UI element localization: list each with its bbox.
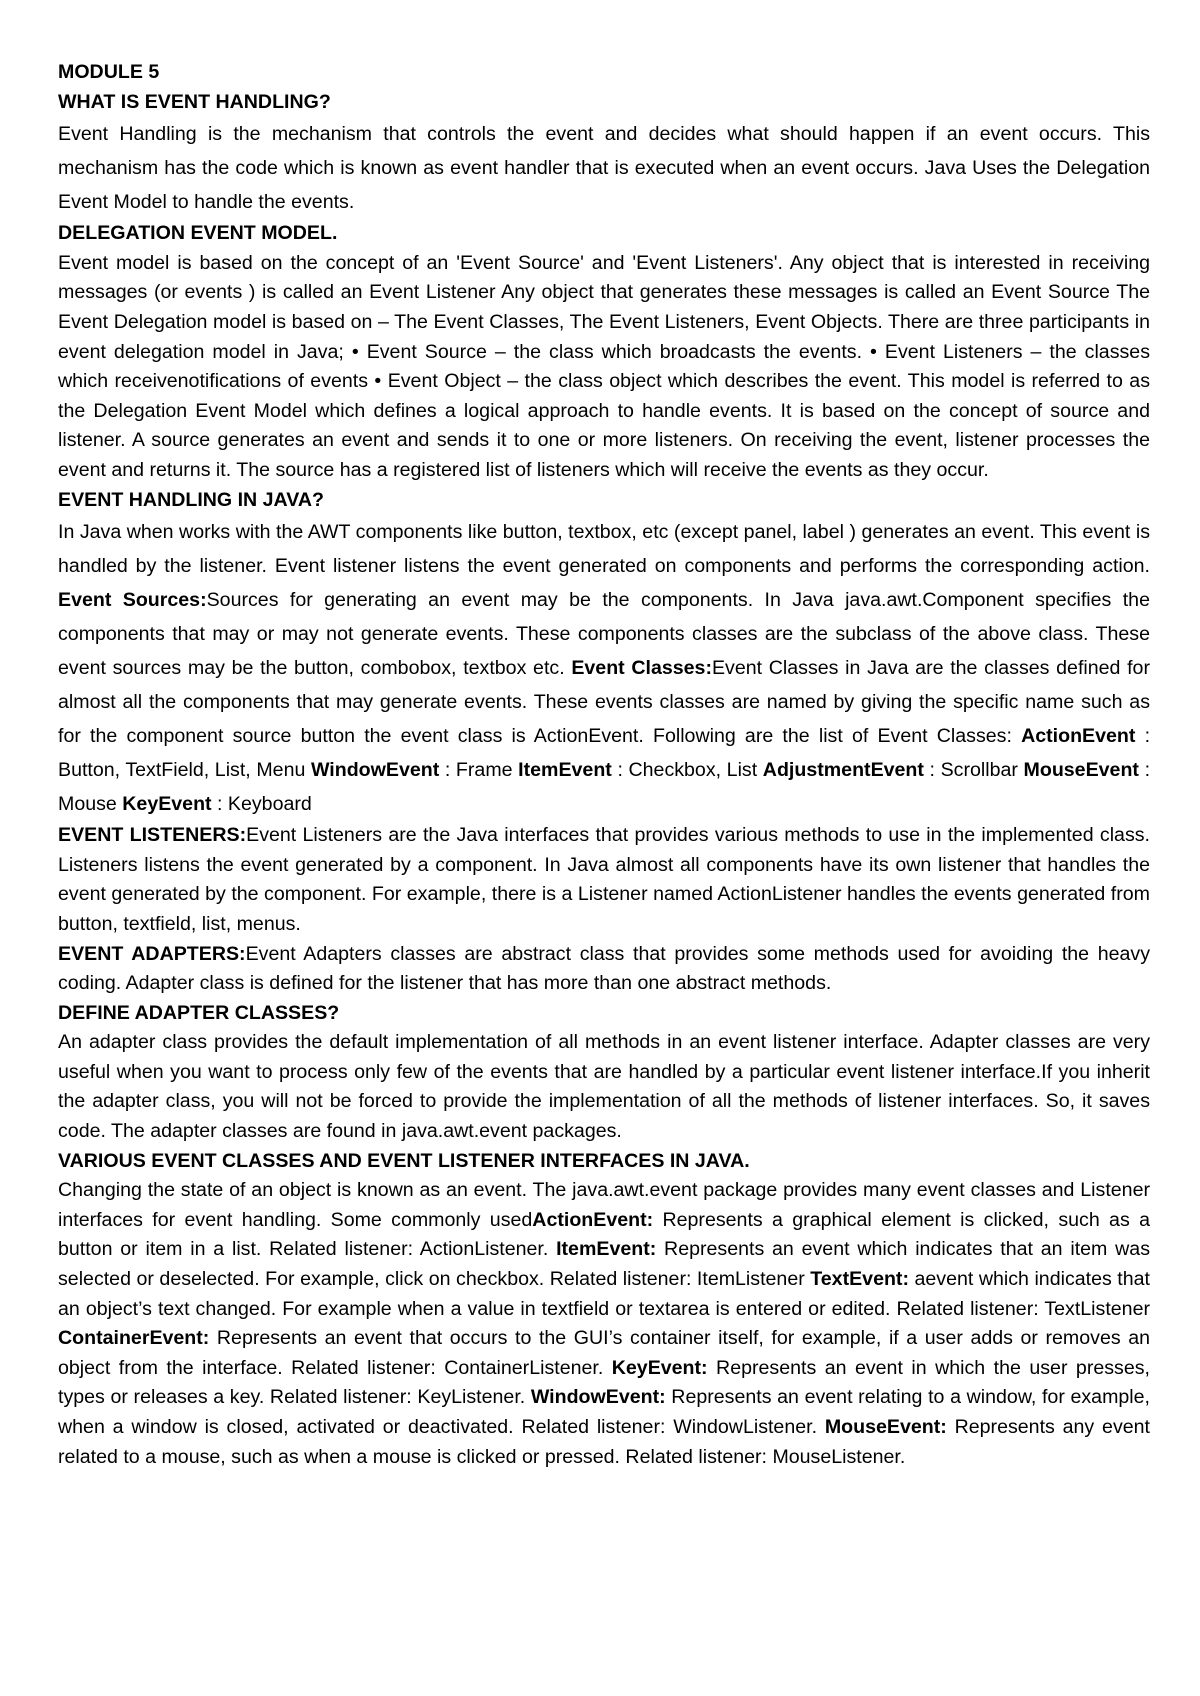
bold-term-actionevent: ActionEvent: bbox=[532, 1208, 654, 1231]
text-run: Changing the state of an object is known as an event. The java.awt.event package provides many event classes and Listener interfaces for event handling. Some commonly used bbox=[58, 1179, 1150, 1231]
text-run: Event Adapters classes are abstract class that provides some methods used for avoiding the heavy coding. Adapter class is defined for the listener that has more than one abstract methods. bbox=[58, 942, 1151, 995]
bold-term-actionevent: ActionEvent bbox=[1021, 725, 1136, 748]
text-run: : Keyboard bbox=[211, 793, 312, 816]
paragraph-event-adapters bbox=[58, 940, 1150, 999]
paragraph-event-handling-java bbox=[58, 515, 1150, 821]
bold-term-keyevent: KeyEvent: bbox=[611, 1356, 708, 1379]
bold-term-windowevent: WindowEvent bbox=[310, 759, 440, 782]
bold-term-itemevent: ItemEvent: bbox=[556, 1238, 657, 1261]
text-run: : Scrollbar bbox=[923, 759, 1024, 782]
text-run: Represents any event related to a mouse, such as when a mouse is clicked or pressed. Related listener: MouseListener. bbox=[58, 1416, 1150, 1468]
paragraph-event-listeners bbox=[58, 821, 1150, 939]
text-run: : Frame bbox=[439, 759, 519, 782]
heading-various-event-classes: VARIOUS EVENT CLASSES AND EVENT LISTENER INTERFACES IN JAVA. bbox=[58, 1149, 750, 1172]
text-run: Event Classes in Java are the classes defined for almost all the components that may generate events. These events classes are named by giving the specific name such as for the component source button the event class is ActionEvent. Following are the list of Event Classes: bbox=[58, 657, 1150, 748]
bold-term-event-adapters: EVENT ADAPTERS: bbox=[58, 942, 246, 965]
bold-term-event-sources: Event Sources: bbox=[58, 589, 207, 612]
text-run: Represents an event that occurs to the GUI’s container itself, for example, if a user adds or removes an object from the interface. Related listener: ContainerListener. bbox=[58, 1327, 1150, 1379]
text-run: Event Listeners are the Java interfaces that provides various methods to use in the implemented class. Listeners listens the event generated by a component. In Java almost all components have its own listener that handles the event generated by the component. For example, there is a Listener named ActionListener handles the events generated from button, textfield, list, menus. bbox=[58, 824, 1150, 935]
text-run: Represents an event relating to a window, for example, when a window is closed, activated or deactivated. Related listener: WindowListener. bbox=[58, 1386, 1150, 1438]
module-title: MODULE 5 bbox=[58, 61, 160, 83]
bold-term-itemevent: ItemEvent bbox=[518, 759, 612, 782]
text-run: Sources for generating an event may be the components. In Java java.awt.Component specifies the components that may or may not generate events. These components classes are the subclass of the above class. These event sources may be the button, combobox, textbox etc. bbox=[58, 589, 1150, 680]
bold-term-adjustmentevent: AdjustmentEvent bbox=[762, 759, 924, 782]
text-run: aevent which indicates that an object’s text changed. For example when a value in textfield or textarea is entered or edited. Related listener: TextListener bbox=[58, 1268, 1150, 1320]
bold-term-textevent: TextEvent: bbox=[810, 1268, 909, 1291]
heading-define-adapter-classes: DEFINE ADAPTER CLASSES? bbox=[58, 1001, 340, 1024]
heading-event-handling: WHAT IS EVENT HANDLING? bbox=[58, 90, 331, 113]
bold-term-event-listeners: EVENT LISTENERS: bbox=[58, 824, 247, 847]
text-run: Represents a graphical element is clicked, such as a button or item in a list. Related listener: ActionListener. bbox=[58, 1208, 1150, 1261]
text-run: : Mouse bbox=[58, 759, 1151, 816]
paragraph-delegation-model: Event model is based on the concept of an 'Event Source' and 'Event Listeners'. Any object that is interested in receiving messages (or events ) is called an Event Listener Any object that generates these messages is called an Event Source The Event Delegation model is based on – The Event Classes, The Event Listeners, Event Objects. There are three participants in event delegation model in Java; • Event Source – the class which broadcasts the events. • Event Listeners – the classes which receivenotifications of events • Event Object – the class object which describes the event. This model is referred to as the Delegation Event Model which defines a logical approach to handle events. It is based on the concept of source and listener. A source generates an event and sends it to one or more listeners. On receiving the event, listener processes the event and returns it. The source has a registered list of listeners which will receive the events as they occur. bbox=[58, 251, 1150, 481]
paragraph-define-adapter-classes: An adapter class provides the default implementation of all methods in an event listener interface. Adapter classes are very useful when you want to process only few of the events that are handled by a particular event listener interface.If you inherit the adapter class, you will not be forced to provide the implementation of all the methods of listener interfaces. So, it saves code. The adapter classes are found in java.awt.event packages. bbox=[58, 1031, 1150, 1143]
bold-term-mouseevent: MouseEvent: bbox=[824, 1416, 947, 1438]
paragraph-event-handling: Event Handling is the mechanism that controls the event and decides what should happen if an event occurs. This mechanism has the code which is known as event handler that is executed when an event occurs. Java Uses the Delegation Event Model to handle the events. bbox=[58, 123, 1150, 214]
bold-term-event-classes: Event Classes: bbox=[571, 657, 712, 680]
text-run: Represents an event in which the user presses, types or releases a key. Related listener: KeyListener. bbox=[58, 1356, 1150, 1409]
text-run: In Java when works with the AWT components like button, textbox, etc (except panel, label ) generates an event. This event is handled by the listener. Event listener listens the event generated on components and performs the corresponding action. bbox=[58, 521, 1150, 578]
text-run: : Checkbox, List bbox=[611, 759, 763, 782]
bold-term-keyevent: KeyEvent bbox=[122, 793, 212, 816]
paragraph-various-event-classes bbox=[58, 1176, 1150, 1472]
heading-delegation-model: DELEGATION EVENT MODEL. bbox=[58, 222, 338, 245]
bold-term-mouseevent: MouseEvent bbox=[1023, 759, 1139, 782]
bold-term-windowevent: WindowEvent: bbox=[530, 1386, 666, 1409]
text-run: Represents an event which indicates that an item was selected or deselected. For example, click on checkbox. Related listener: ItemListener bbox=[58, 1238, 1150, 1291]
text-run: : Button, TextField, List, Menu bbox=[58, 725, 1151, 782]
heading-event-handling-java: EVENT HANDLING IN JAVA? bbox=[58, 488, 324, 511]
bold-term-containerevent: ContainerEvent: bbox=[58, 1327, 210, 1350]
